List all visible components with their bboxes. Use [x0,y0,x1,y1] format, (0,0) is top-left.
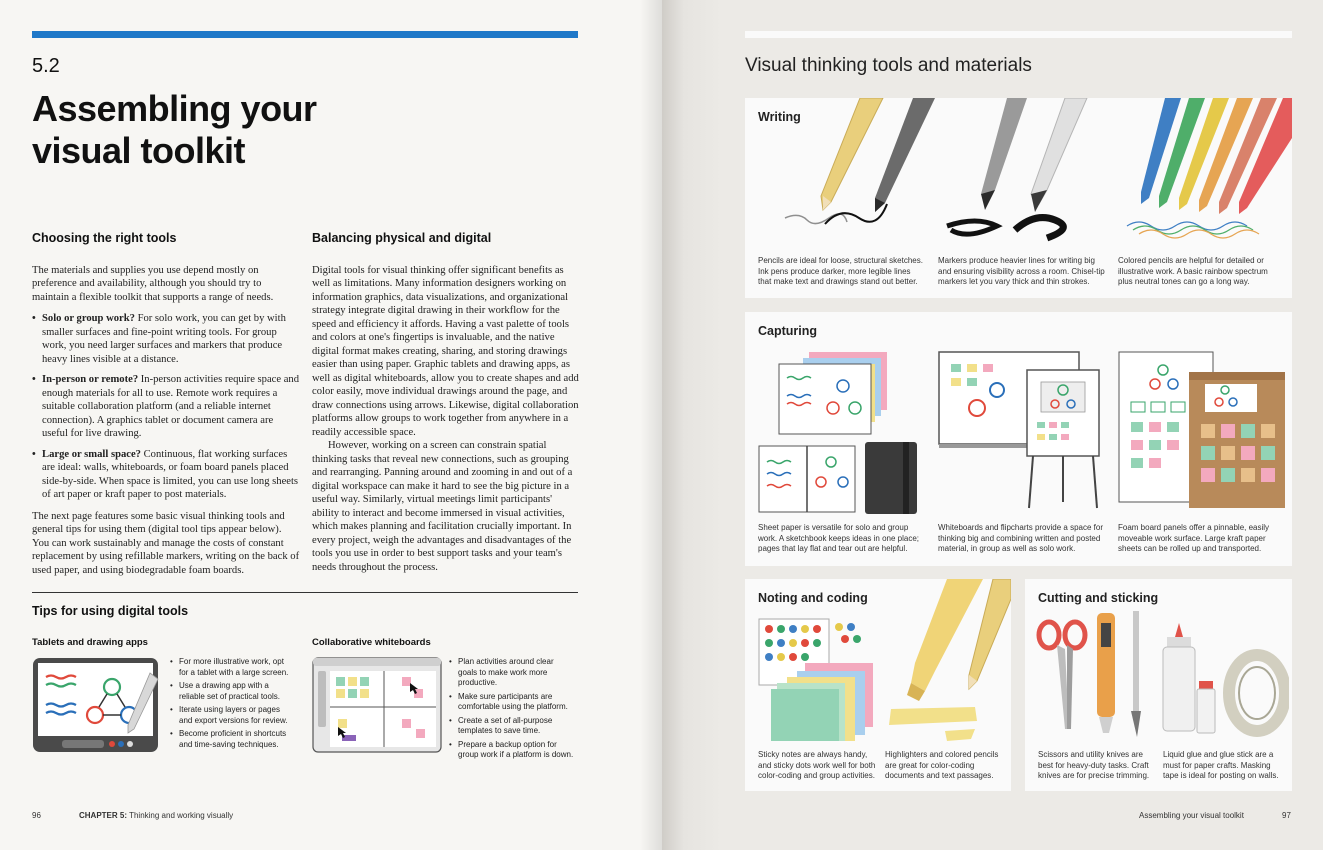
title-line-1: Assembling your [32,88,317,129]
bullet-text: In-person activities require space and enough materials for all to use. Remote work requires a suitable collaboration platform (and a reliable internet connection). A graphics tablet or document camera are useful for live drawing. [42,374,300,439]
sticky-notes-caption: Sticky notes are always handy, and sticky dots work well for both color-coding and group activities. [758,750,876,781]
bullet-text: For solo work, you can get by with smaller surfaces and fine-point writing tools. For group work, you need larger surfaces and markers that produce heavy lines visible at a distance. [42,313,286,365]
divider-rule [32,592,578,593]
tablet-illustration [32,657,160,753]
closing-paragraph: The next page features some basic visual thinking tools and general tips for using them (digital tool tips appear below). You can work sustainably and manage the costs of constant replacement by using refillable markers, writing on the back of used paper, and using biodegradable foam boards. [32,510,300,576]
sheet-paper-sketchbook-illustration [757,350,917,515]
marker-illustration [937,98,1117,253]
bullet-large-small-space [32,448,300,502]
bullet-text: Continuous, flat working surfaces are ideal: walls, whiteboards, or foam board panels placed side-by-side. When space is limited, you can use long sheets of art paper or kraft paper to post materials. [42,448,299,500]
tips-heading: Tips for using digital tools [32,604,189,618]
tablet-tip: • Iterate using layers or pages and export versions for review. [170,705,295,726]
bullet-lead: In-person or remote? [42,374,139,385]
whiteboards-heading: Collaborative whiteboards [312,637,431,648]
tablet-tip: • Use a drawing app with a reliable set of practical tools. [170,681,295,702]
scissors-caption: Scissors and utility knives are best for heavy-duty tasks. Craft knives are for precise trimming. [1038,750,1150,781]
tablets-tips-list [170,657,295,753]
whiteboard-tip: • Plan activities around clear goals to make work more productive. [449,657,574,689]
bullet-in-person-remote [32,373,300,441]
pencil-and-pen-illustration [765,98,935,253]
whiteboard-caption: Whiteboards and flipcharts provide a space for thinking big and combining written and posted material, in group as well as solo work. [938,523,1103,554]
whiteboard-tip: • Make sure participants are comfortable using the platform. [449,692,574,713]
colored-pencils-illustration [1123,98,1292,253]
running-title-footer: Assembling your visual toolkit [1139,811,1244,820]
whiteboard-flipchart-illustration [937,350,1107,515]
writing-heading: Writing [758,110,801,124]
noting-coding-panel [745,579,1011,791]
markers-caption: Markers produce heavier lines for writing big and ensuring visibility across a room. Chisel-tip markers let you vary thick and thin strokes. [938,256,1105,287]
pencils-caption: Pencils are ideal for loose, structural sketches. Ink pens produce darker, more legible lines that make text and drawings stand out better. [758,256,923,287]
cutting-sticking-panel [1025,579,1292,791]
book-spine-shadow [640,0,662,850]
right-page-title: Visual thinking tools and materials [745,55,1032,76]
bullet-lead: Large or small space? [42,448,141,460]
foam-board-kraft-paper-illustration [1117,350,1287,515]
bullet-solo-group [32,312,300,366]
writing-panel [745,98,1292,298]
intro-paragraph: The materials and supplies you use depend mostly on preference and availability, although you should try to maintain a flexible toolkit that supports a range of needs. [32,264,274,303]
highlighter-pencil-illustration [885,579,1011,744]
tablet-tip: • For more illustrative work, opt for a tablet with a large screen. [170,657,295,678]
paragraph-1: Digital tools for visual thinking offer significant benefits as well as limitations. Many information designers working on information graphics, data visualizations, and organizational strategy integrate digital drawing in their workflow for the speed and efficiency it affords. Having a vast palette of tools and colors at one's fingertips is invaluable, and the native digital format makes creating, sharing, and storing drawings easier than using paper. Graphic tablets and drawing apps, as well as digital whiteboards, allow you to create shapes and add color easily, move individual drawings around the page, and draw connections using arrows. Likewise, digital collaboration platforms allow groups to work together from anywhere in a readily accessible space. [312,264,579,438]
right-page [662,0,1323,850]
whiteboard-tips-list [449,657,574,764]
tablet-tip: • Become proficient in shortcuts and time-saving techniques. [170,729,295,750]
glue-tape-illustration [1161,623,1289,743]
right-page-number: 97 [1282,811,1291,820]
column-physical-digital [312,232,580,574]
sheet-paper-caption: Sheet paper is versatile for solo and group work. A sketchbook keeps ideas in one place; pages that lay flat and tear out are helpful. [758,523,919,554]
capturing-panel [745,312,1292,566]
capturing-heading: Capturing [758,324,818,338]
chapter-footer [79,811,233,820]
right-accent-bar [745,31,1292,38]
whiteboard-app-illustration [312,657,442,753]
whiteboard-tip: • Create a set of all-purpose templates to save time. [449,716,574,737]
colored-pencils-caption: Colored pencils are helpful for detailed or illustrative work. A basic rainbow spectrum plus neutral tones can go a long way. [1118,256,1268,287]
heading-choosing-tools: Choosing the right tools [32,231,177,245]
highlighters-caption: Highlighters and colored pencils are great for color-coding documents and text passages. [885,750,999,781]
chapter-title: Thinking and working visually [127,811,234,820]
foam-board-caption: Foam board panels offer a pinnable, easily moveable work surface. Large kraft paper sheets can be rolled up and transported. [1118,523,1270,554]
cutting-heading: Cutting and sticking [1038,591,1159,605]
section-accent-bar [32,31,578,38]
column-choosing-tools [32,232,300,585]
whiteboard-tip: • Prepare a backup option for group work if a platform is down. [449,740,574,761]
paragraph-2: However, working on a screen can constrain spatial thinking tasks that reveal new connections, such as grouping and rearranging. Panning around and zooming in and out of a digital workspace can make it hard to see the big picture in a useful way. Similarly, virtual meetings limit participants' ability to interact and become immersed in visual activities, which makes planning and facilitation crucially important. In every project, weigh the advantages and disadvantages of the tools you use in order to best support tasks and your team's needs throughout the process. [312,440,573,573]
chapter-label: CHAPTER 5: [79,811,128,820]
scissors-knives-illustration [1035,609,1155,744]
bullet-lead: Solo or group work? [42,313,135,324]
considerations-list [32,312,300,502]
section-number: 5.2 [32,55,60,77]
sticky-notes-dots-illustration [757,617,877,742]
glue-caption: Liquid glue and glue stick are a must for paper crafts. Masking tape is ideal for posting on walls. [1163,750,1279,781]
title-line-2: visual toolkit [32,130,246,171]
tablets-heading: Tablets and drawing apps [32,637,148,648]
page-title [32,88,317,172]
left-page-number: 96 [32,811,41,820]
noting-heading: Noting and coding [758,591,868,605]
heading-physical-digital: Balancing physical and digital [312,231,492,245]
